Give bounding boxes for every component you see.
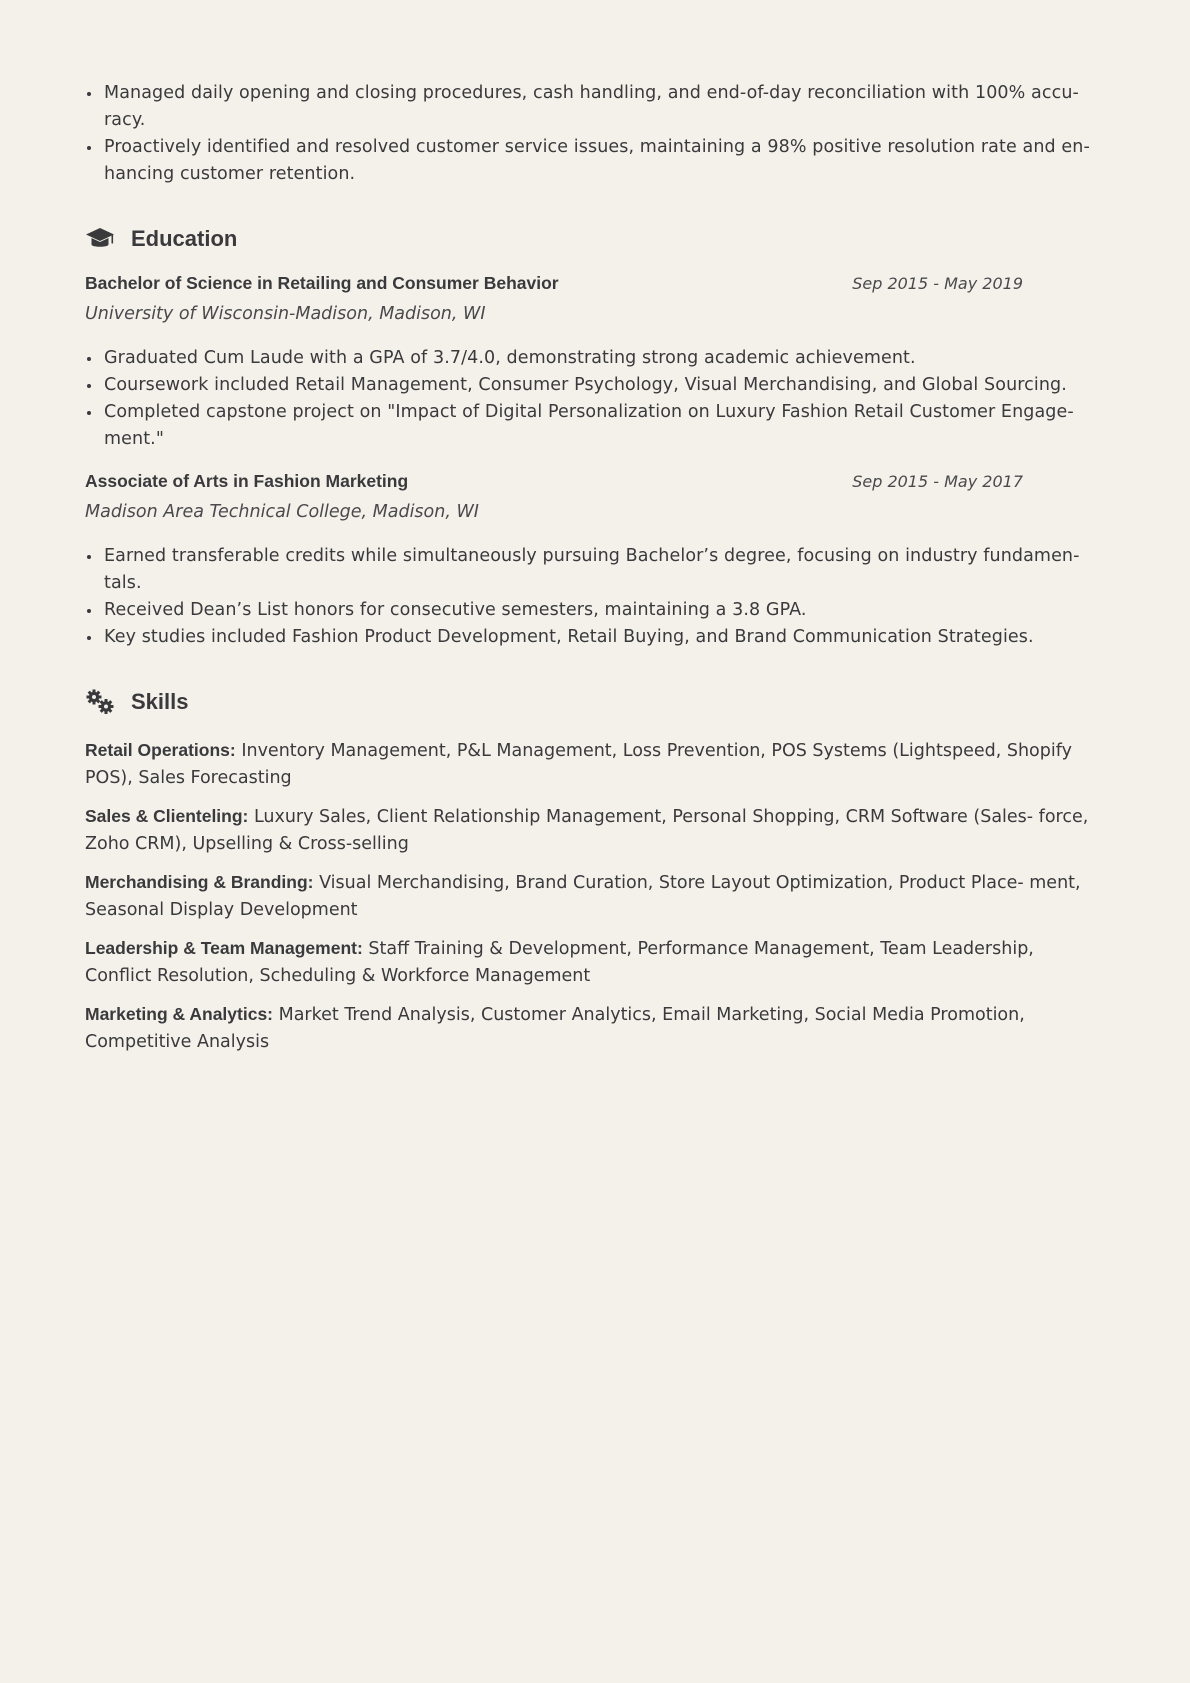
skill-row [85,737,1105,792]
degree-title: Associate of Arts in Fashion Marketing [85,471,409,491]
section-title: Education [131,226,238,251]
graduation-cap-icon [85,224,115,254]
list-item: Proactively identified and resolved customer service issues, maintaining a 98% positive resolution rate and en- hancing customer retention. [85,134,1105,188]
skill-category: Retail Operations: [85,740,236,760]
education-section-header [85,224,1105,254]
degree-title: Bachelor of Science in Retailing and Consumer Behavior [85,273,559,293]
skills-section-header [85,687,1105,717]
school-name: Madison Area Technical College, Madison, WI [85,502,479,522]
skill-category: Sales & Clienteling: [85,806,249,826]
skill-row [85,869,1105,924]
education-bullets [85,543,1105,651]
list-item: Completed capstone project on "Impact of Digital Personalization on Luxury Fashion Retail Customer Engage- ment." [85,399,1105,453]
skill-row [85,803,1105,858]
skill-row [85,1001,1105,1056]
resume-page [85,80,1105,1067]
date-range: Sep 2015 - May 2019 [852,274,1023,293]
experience-bullets [85,80,1105,188]
skill-items: Inventory Management, P&L Management, Loss Prevention, POS Systems (Lightspeed, Shopify POS), Sales Forecasting [85,741,1072,788]
skill-items: Market Trend Analysis, Customer Analytics, Email Marketing, Social Media Promotion, Competitive Analysis [85,1005,1025,1052]
list-item: Key studies included Fashion Product Development, Retail Buying, and Brand Communication Strategies. [85,624,1105,651]
list-item: Coursework included Retail Management, Consumer Psychology, Visual Merchandising, and Global Sourcing. [85,372,1105,399]
skill-items: Visual Merchandising, Brand Curation, Store Layout Optimization, Product Place- ment, Seasonal Display Development [85,873,1081,920]
list-item: Managed daily opening and closing procedures, cash handling, and end-of-day reconciliation with 100% accu- racy. [85,80,1105,134]
education-entry [85,471,1105,651]
skills-list [85,737,1105,1056]
skill-category: Marketing & Analytics: [85,1004,274,1024]
school-name: University of Wisconsin-Madison, Madison, WI [85,304,486,324]
list-item: Earned transferable credits while simultaneously pursuing Bachelor’s degree, focusing on industry fundamen- tals. [85,543,1105,597]
skill-items: Luxury Sales, Client Relationship Management, Personal Shopping, CRM Software (Sales- force, Zoho CRM), Upselling & Cross-selling [85,807,1089,854]
skill-category: Leadership & Team Management: [85,938,363,958]
gears-icon [85,687,115,717]
skill-items: Staff Training & Development, Performance Management, Team Leadership, Conflict Resolution, Scheduling & Workforce Management [85,939,1034,986]
date-range: Sep 2015 - May 2017 [852,472,1023,491]
skill-row [85,935,1105,990]
education-entry [85,273,1105,453]
education-bullets [85,345,1105,453]
list-item: Graduated Cum Laude with a GPA of 3.7/4.0, demonstrating strong academic achievement. [85,345,1105,372]
list-item: Received Dean’s List honors for consecutive semesters, maintaining a 3.8 GPA. [85,597,1105,624]
section-title: Skills [131,689,189,714]
skill-category: Merchandising & Branding: [85,872,314,892]
